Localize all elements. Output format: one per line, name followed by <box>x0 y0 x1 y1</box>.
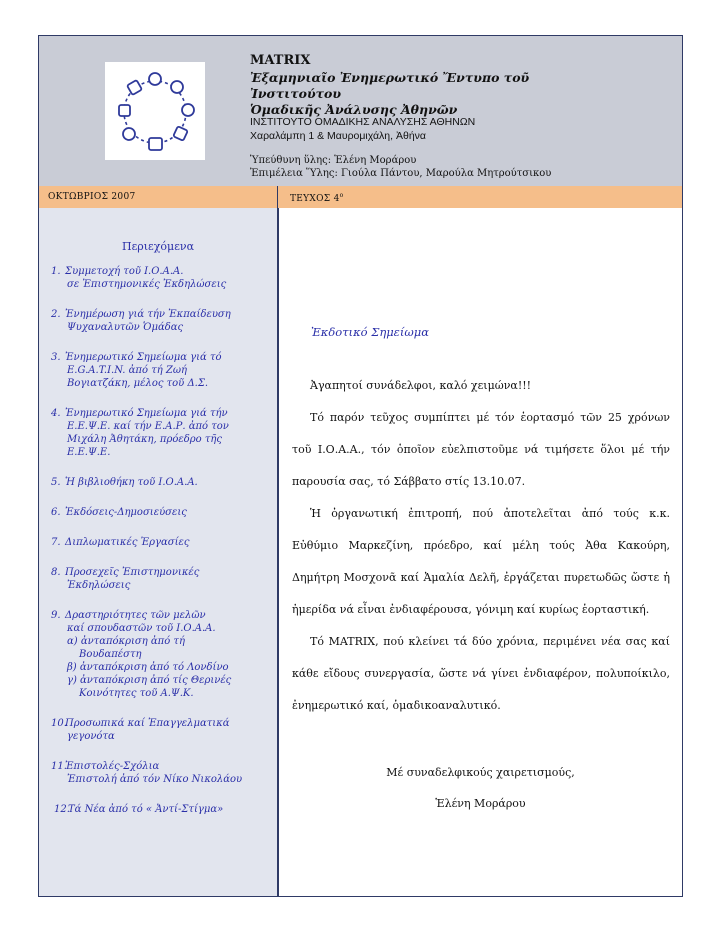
contents-item[interactable] <box>51 803 271 816</box>
contents-item-line: Ἐνημερωτικό Σημείωμα γιά τήν <box>65 408 228 419</box>
contents-item-text <box>65 566 271 592</box>
contents-item-line: Ἐκδηλώσεις <box>67 580 131 591</box>
contents-item-line: Ε.Ε.Ψ.Ε. καί τήν Ε.Α.Ρ. ἀπό τον <box>67 421 229 432</box>
contents-item-text <box>65 308 271 334</box>
contents-item-line: Ἐνημερωτικό Σημείωμα γιά τό <box>65 352 222 363</box>
contents-item[interactable] <box>51 351 271 390</box>
contents-item-number: 6. <box>51 507 61 518</box>
contents-item-line: σε Ἐπιστημονικές Ἐκδηλώσεις <box>67 279 227 290</box>
contents-item-line: Προσωπικά καί Ἐπαγγελματικά <box>65 718 230 729</box>
editorial-paragraph: Τό παρόν τεῦχος συμπίπτει μέ τόν ἑορτασμό τῶν 25 χρόνων τοῦ Ι.Ο.Α.Α., τόν ὁποῖον εὐελπιστοῦμε νά τιμήσετε ὅλοι μέ τήν παρουσία σας, τό Σάββατο στίς 13.10.07. <box>292 411 670 488</box>
institute-address: Χαραλάμπη 1 & Μαυρομιχάλη, Ἀθήνα <box>250 130 426 142</box>
contents-sidebar <box>39 208 279 896</box>
contents-item-text <box>65 717 271 743</box>
contents-item[interactable] <box>51 506 271 519</box>
closing-greeting: Μέ συναδελφικούς χαιρετισμούς, <box>386 766 575 779</box>
contents-item-number: 7. <box>51 537 61 548</box>
contents-item-line: Δραστηριότητες τῶν μελῶν <box>65 610 206 621</box>
bar-divider <box>277 186 278 208</box>
contents-item-line: β) ἀνταπόκριση ἀπό τό Λονδίνο <box>67 662 229 673</box>
contents-item-line: Βογιατζάκη, μέλος τοῦ Δ.Σ. <box>67 378 209 389</box>
contents-item-text <box>65 536 271 549</box>
contents-item-line: Ἐπιστολές-Σχόλια <box>65 761 160 772</box>
contents-item[interactable] <box>51 609 271 700</box>
editors: Ἐπιμέλεια Ὕλης: Γιούλα Πάντου, Μαρούλα Μητρούτσικου <box>250 168 552 179</box>
contents-item-number: 2. <box>51 309 61 320</box>
contents-item-text <box>65 506 271 519</box>
contents-item-text <box>65 407 271 459</box>
contents-item-number: 10. <box>51 718 67 729</box>
contents-item[interactable] <box>51 566 271 592</box>
credits <box>250 154 551 180</box>
editorial-body <box>292 370 670 722</box>
contents-item-number: 12. <box>54 804 70 815</box>
contents-item-number: 11. <box>51 761 67 772</box>
responsible-editor: Ὑπεύθυνη ὕλης: Ἑλένη Μοράρου <box>250 155 417 166</box>
issue-ordinal: ο <box>339 192 344 199</box>
contents-item-line: Ἡ βιβλιοθήκη τοῦ Ι.Ο.Α.Α. <box>65 477 198 488</box>
editorial-paragraph: Ἀγαπητοί συνάδελφοι, καλό χειμώνα!!! <box>310 379 532 392</box>
contents-item-line: α) ἀνταπόκριση ἀπό τή <box>67 636 185 647</box>
contents-item-line: καί σπουδαστῶν τοῦ Ι.Ο.Α.Α. <box>67 623 216 634</box>
contents-item-text <box>65 351 271 390</box>
contents-item[interactable] <box>51 717 271 743</box>
contents-item-text <box>65 609 271 700</box>
contents-item-number: 9. <box>51 610 61 621</box>
contents-heading: Περιεχόμενα <box>121 240 195 253</box>
contents-item-line: γεγονότα <box>67 731 115 742</box>
contents-item-number: 5. <box>51 477 61 488</box>
contents-item-line: Τά Νέα ἀπό τό « Ἀντί-Στίγμα» <box>68 804 224 815</box>
contents-item-number: 4. <box>51 408 61 419</box>
signature: Ἑλένη Μοράρου <box>435 797 526 810</box>
contents-item[interactable] <box>51 407 271 459</box>
newsletter-title: MATRIX <box>250 53 311 68</box>
contents-item-line: γ) ἀνταπόκριση ἀπό τίς Θερινές <box>67 675 232 686</box>
subtitle-line: Ὁμαδικῆς Ἀνάλυσης Ἀθηνῶν <box>250 102 458 117</box>
contents-item-line: Κοινότητες τοῦ Α.Ψ.Κ. <box>79 688 194 699</box>
contents-item-line: Βουδαπέστη <box>79 649 142 660</box>
contents-list <box>51 265 271 833</box>
editorial-paragraph: Τό MATRIX, πού κλείνει τά δύο χρόνια, περιμένει νέα σας καί κάθε εἴδους συνεργασία, ὥστε νά γίνει ἐνδιαφέρον, πολυποίκιλο, ἐνημερωτικό καί, ὁμαδικοαναλυτικό. <box>292 635 670 712</box>
editorial-paragraph: Ἡ ὀργανωτική ἐπιτροπή, πού ἀποτελεῖται ἀπό τούς κ.κ. Εὐθύμιο Μαρκεζίνη, πρόεδρο, καί μέλη τούς Ἀθα Κακούρη, Δημήτρη Μοσχονᾶ καί Ἀμαλία Δελῆ, ἐργάζεται πυρετωδῶς ὥστε ἡ ἡμερίδα νά εἶναι ἐνδιαφέρουσα, γόνιμη καί κυρίως ἑορταστική. <box>292 507 670 616</box>
issue-date: ΟΚΤΩΒΡΙΟΣ 2007 <box>48 192 136 202</box>
contents-item-number: 8. <box>51 567 61 578</box>
contents-item-number: 1. <box>51 266 61 277</box>
contents-item-line: Ἐνημέρωση γιά τήν Ἐκπαίδευση <box>65 309 231 320</box>
editorial-column <box>279 208 682 896</box>
contents-item-line: Ἐπιστολή ἀπό τόν Νίκο Νικολάου <box>67 774 243 785</box>
editorial-title: Ἐκδοτικό Σημείωμα <box>311 325 429 339</box>
contents-item-line: Προσεχεῖς Ἐπιστημονικές <box>65 567 200 578</box>
contents-item-line: Συμμετοχή τοῦ Ι.Ο.Α.Α. <box>65 266 184 277</box>
contents-item-line: Ε.Ε.Ψ.Ε. <box>67 447 111 458</box>
contents-item-text <box>65 476 271 489</box>
contents-item[interactable] <box>51 308 271 334</box>
logo <box>105 62 205 160</box>
contents-item-line: E.G.A.T.I.N. ἀπό τή Ζωή <box>67 365 187 376</box>
issue-label: ΤΕΥΧΟΣ 4 <box>290 194 340 204</box>
contents-item-line: Μιχάλη Ἀθητάκη, πρόεδρο τῆς <box>67 434 222 445</box>
contents-item-text <box>68 803 271 816</box>
group-circle-logo-icon <box>105 62 205 160</box>
contents-item[interactable] <box>51 760 271 786</box>
contents-item-line: Διπλωματικές Ἐργασίες <box>65 537 190 548</box>
subtitle-line: Ἐξαμηνιαῖο Ἐνημερωτικό Ἔντυπο τοῦ Ἰνστιτούτου <box>250 70 530 101</box>
contents-item-number: 3. <box>51 352 61 363</box>
contents-item-text <box>65 760 271 786</box>
contents-item-text <box>65 265 271 291</box>
newsletter-subtitle <box>250 70 610 118</box>
contents-item[interactable] <box>51 476 271 489</box>
contents-item[interactable] <box>51 536 271 549</box>
issue-number <box>290 192 344 204</box>
contents-item-line: Ἐκδόσεις-Δημοσιεύσεις <box>65 507 187 518</box>
institute-name: ΙΝΣΤΙΤΟΥΤΟ ΟΜΑΔΙΚΗΣ ΑΝΑΛΥΣΗΣ ΑΘΗΝΩΝ <box>250 116 476 128</box>
contents-item-line: Ψυχαναλυτῶν Ὁμάδας <box>67 322 184 333</box>
contents-item[interactable] <box>51 265 271 291</box>
